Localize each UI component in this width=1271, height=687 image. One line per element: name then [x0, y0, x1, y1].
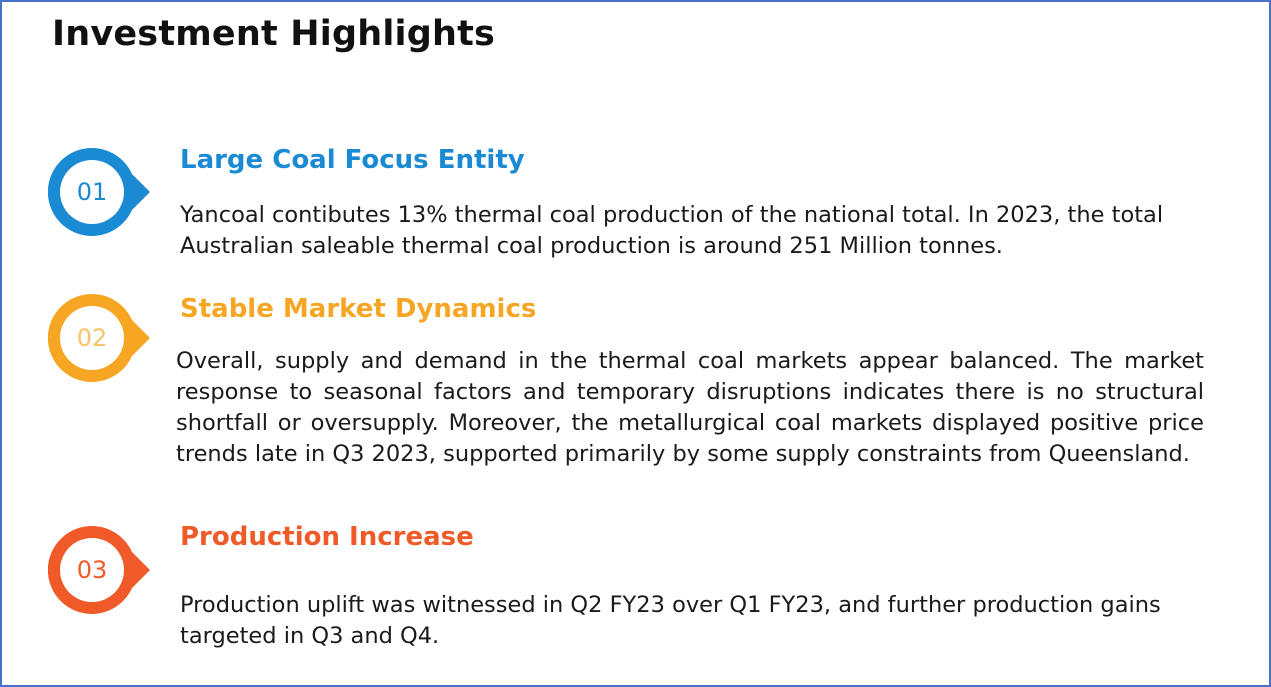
badge-number: 03: [76, 556, 108, 584]
page-title: Investment Highlights: [52, 14, 496, 54]
item-heading: Stable Market Dynamics: [180, 294, 537, 324]
badge-02: [48, 294, 152, 382]
item-description: Overall, supply and demand in the thermal coal markets appear balanced. The market response to seasonal factors and temporary disruptions indicates there is no structural shortfall or oversupply. Moreover, the metallurgical coal markets displayed positive price trends late in Q3 2023, supported primarily by some supply constraints from Queensland.: [176, 348, 1204, 467]
badge-03: [48, 526, 152, 614]
item-heading: Production Increase: [180, 522, 474, 552]
badge-01: [48, 148, 152, 236]
item-description: Yancoal contibutes 13% thermal coal production of the national total. In 2023, the total Australian saleable thermal coal production is around 251 Million tonnes.: [180, 202, 1164, 259]
item-description: Production uplift was witnessed in Q2 FY23 over Q1 FY23, and further production gains targeted in Q3 and Q4.: [180, 592, 1161, 649]
badge-number: 01: [76, 178, 108, 206]
badge-number: 02: [76, 324, 108, 352]
item-heading: Large Coal Focus Entity: [180, 145, 525, 175]
